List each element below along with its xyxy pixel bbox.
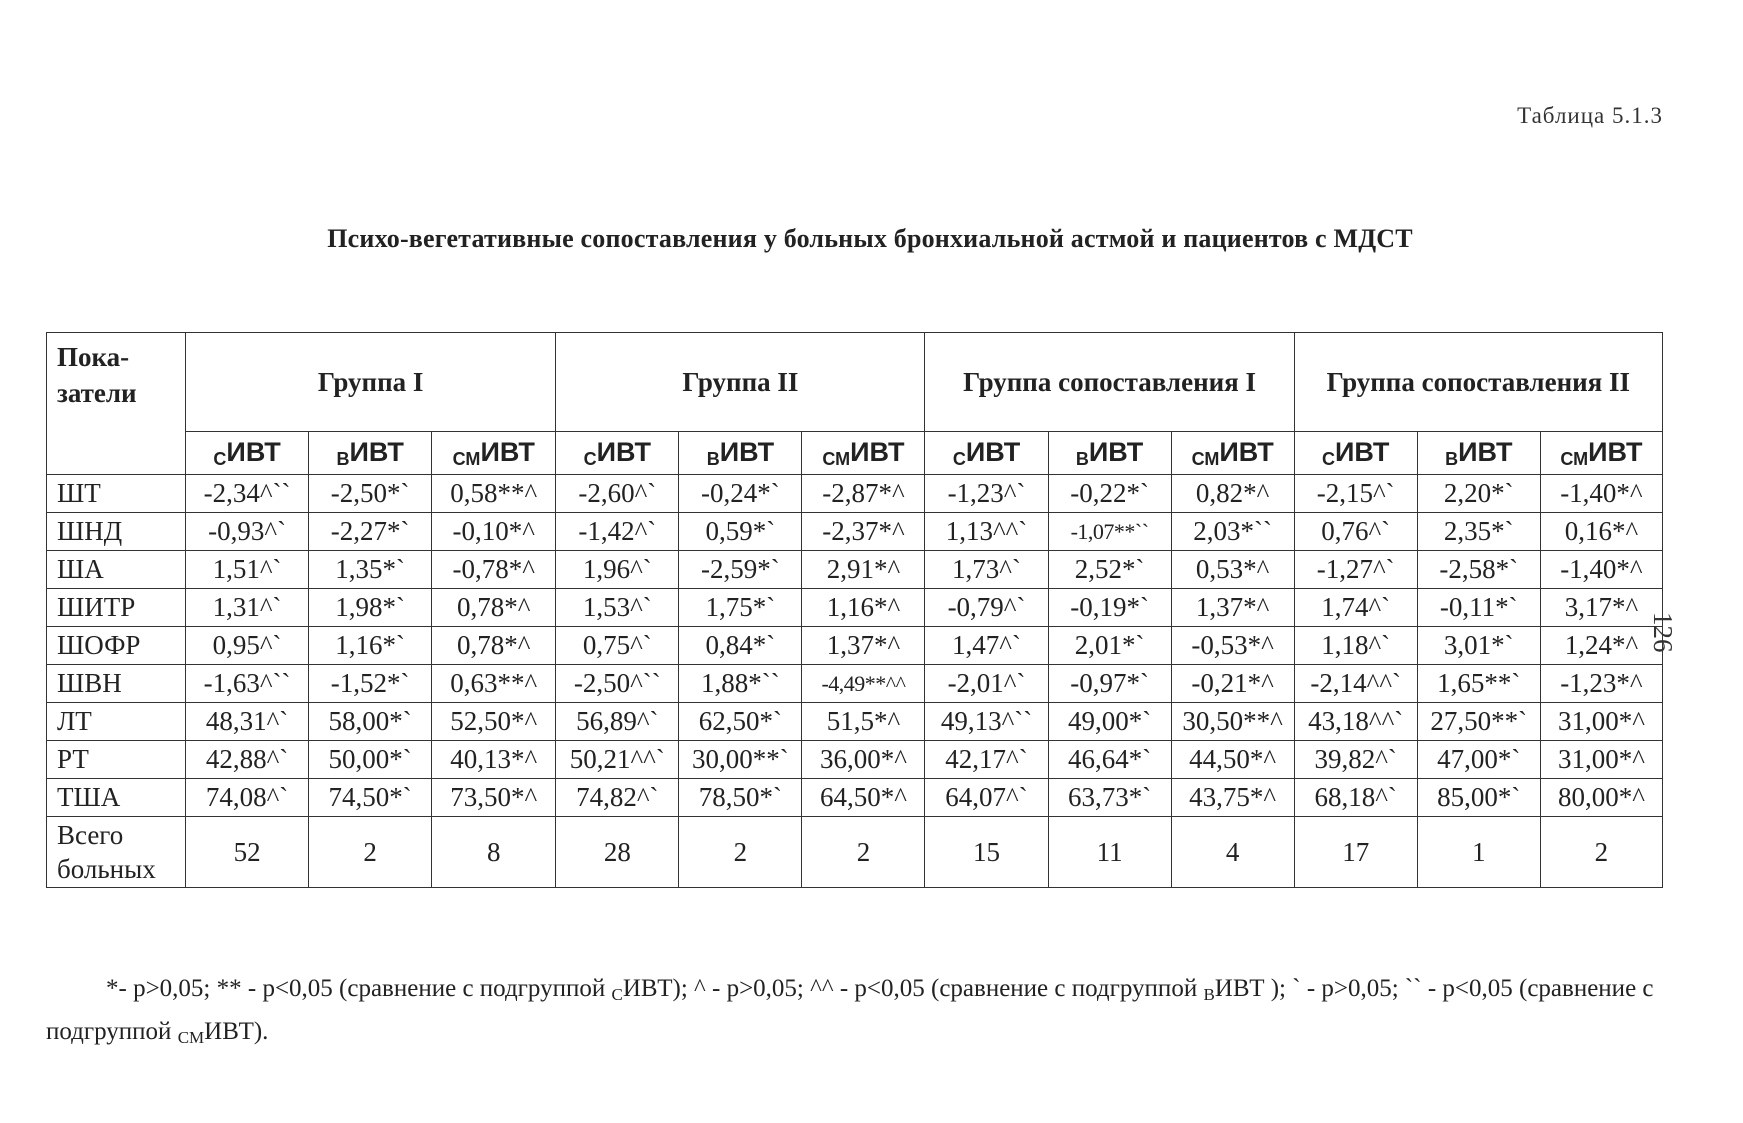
- subgroup-label: ИВТ: [965, 436, 1021, 467]
- table-cell: 1,88*``: [679, 665, 802, 703]
- subgroup-header: [309, 432, 432, 475]
- table-cell: 0,16*^: [1540, 513, 1662, 551]
- table-row: [47, 551, 1663, 589]
- row-label: ШНД: [47, 513, 186, 551]
- row-label: ТША: [47, 779, 186, 817]
- corner-header: Пока- затели: [47, 333, 186, 475]
- table-cell: 28: [556, 817, 679, 888]
- table-cell: 2,91*^: [802, 551, 925, 589]
- table-row: [47, 589, 1663, 627]
- table-cell: -2,15^`: [1294, 475, 1417, 513]
- table-cell: 62,50*`: [679, 703, 802, 741]
- subgroup-header: [1171, 432, 1294, 475]
- table-cell: -2,27*`: [309, 513, 432, 551]
- table-cell: 0,95^`: [186, 627, 309, 665]
- subgroup-label: ИВТ: [1458, 436, 1513, 467]
- subgroup-label: ИВТ: [349, 436, 404, 467]
- table-cell: 2,35*`: [1417, 513, 1540, 551]
- table-cell: -2,14^^`: [1294, 665, 1417, 703]
- table-cell: 2: [309, 817, 432, 888]
- table-cell: 1,98*`: [309, 589, 432, 627]
- data-table: [46, 332, 1663, 888]
- table-cell: 49,00*`: [1048, 703, 1171, 741]
- table-row: [47, 475, 1663, 513]
- table-cell: 4: [1171, 817, 1294, 888]
- table-cell: 52: [186, 817, 309, 888]
- group-header: Группа сопоставления I: [925, 333, 1294, 432]
- table-row: [47, 703, 1663, 741]
- footnote-text: *- p>0,05; ** - p<0,05 (сравнение с подгруппой: [106, 975, 612, 1002]
- table-cell: 50,21^^`: [556, 741, 679, 779]
- subgroup-prefix: В: [706, 448, 720, 469]
- subgroup-header: [432, 432, 556, 475]
- table-cell: -1,52*`: [309, 665, 432, 703]
- table-cell: 47,00*`: [1417, 741, 1540, 779]
- table-cell: 0,75^`: [556, 627, 679, 665]
- table-cell: 0,76^`: [1294, 513, 1417, 551]
- table-cell: 49,13^``: [925, 703, 1048, 741]
- table-cell: 50,00*`: [309, 741, 432, 779]
- table-cell: 2,20*`: [1417, 475, 1540, 513]
- table-cell: 3,01*`: [1417, 627, 1540, 665]
- table-cell: 1,75*`: [679, 589, 802, 627]
- subgroup-label: ИВТ: [1088, 436, 1144, 467]
- table-cell: 15: [925, 817, 1048, 888]
- table-cell: -2,34^``: [186, 475, 309, 513]
- subgroup-prefix: СМ: [1560, 448, 1589, 469]
- table-cell: -0,24*`: [679, 475, 802, 513]
- table-cell: 2: [1540, 817, 1662, 888]
- table-title: Психо-вегетативные сопоставления у больных бронхиальной астмой и пациентов с МДСТ: [327, 224, 1413, 253]
- table-cell: 42,17^`: [925, 741, 1048, 779]
- subgroup-prefix: СМ: [822, 448, 851, 469]
- table-cell: 48,31^`: [186, 703, 309, 741]
- table-cell: -0,78*^: [432, 551, 556, 589]
- table-cell: 1,37*^: [802, 627, 925, 665]
- table-cell: 74,08^`: [186, 779, 309, 817]
- table-cell: 1,65**`: [1417, 665, 1540, 703]
- table-cell: -2,50*`: [309, 475, 432, 513]
- group-header: Группа сопоставления II: [1294, 333, 1662, 432]
- table-cell: 0,63**^: [432, 665, 556, 703]
- subgroup-label: ИВТ: [719, 436, 775, 467]
- table-cell: 31,00*^: [1540, 741, 1662, 779]
- table-cell: -0,11*`: [1417, 589, 1540, 627]
- table-cell: -0,21*^: [1171, 665, 1294, 703]
- table-cell: 42,88^`: [186, 741, 309, 779]
- table-cell: -1,07**``: [1048, 513, 1171, 551]
- row-label: ШТ: [47, 475, 186, 513]
- table-cell: -2,59*`: [679, 551, 802, 589]
- subgroup-label: ИВТ: [1588, 436, 1643, 467]
- footnote: [46, 970, 1663, 1056]
- table-cell: 30,00**`: [679, 741, 802, 779]
- subgroup-prefix: С: [213, 448, 227, 469]
- row-label: ША: [47, 551, 186, 589]
- table-cell: 1,53^`: [556, 589, 679, 627]
- table-cell: -2,37*^: [802, 513, 925, 551]
- table-cell: 43,18^^`: [1294, 703, 1417, 741]
- table-cell: -1,27^`: [1294, 551, 1417, 589]
- table-cell: 0,82*^: [1171, 475, 1294, 513]
- table-cell: -0,22*`: [1048, 475, 1171, 513]
- table-cell: 1,51^`: [186, 551, 309, 589]
- table-row: [47, 513, 1663, 551]
- table-cell: 44,50*^: [1171, 741, 1294, 779]
- table-cell: 1,74^`: [1294, 589, 1417, 627]
- table-cell: 80,00*^: [1540, 779, 1662, 817]
- subgroup-header: [1048, 432, 1171, 475]
- table-cell: 40,13*^: [432, 741, 556, 779]
- table-cell: 1,24*^: [1540, 627, 1662, 665]
- subgroup-prefix: С: [952, 448, 966, 469]
- table-cell: 0,58**^: [432, 475, 556, 513]
- table-row: [47, 665, 1663, 703]
- table-cell: 1: [1417, 817, 1540, 888]
- table-cell: -1,40*^: [1540, 551, 1662, 589]
- subgroup-label: ИВТ: [226, 436, 281, 467]
- subgroup-header: [1294, 432, 1417, 475]
- table-cell: 73,50*^: [432, 779, 556, 817]
- subgroup-header: [1540, 432, 1662, 475]
- table-cell: 1,35*`: [309, 551, 432, 589]
- table-cell: 2,01*`: [1048, 627, 1171, 665]
- table-cell: 64,07^`: [925, 779, 1048, 817]
- footnote-text: ИВТ); ^ - p>0,05; ^^ - p<0,05 (сравнение с подгруппой: [622, 975, 1204, 1002]
- table-cell: 78,50*`: [679, 779, 802, 817]
- table-cell: -0,79^`: [925, 589, 1048, 627]
- table-cell: 2: [679, 817, 802, 888]
- table-cell: 1,13^^`: [925, 513, 1048, 551]
- table-cell: 43,75*^: [1171, 779, 1294, 817]
- subgroup-prefix: В: [336, 448, 350, 469]
- table-cell: 63,73*`: [1048, 779, 1171, 817]
- table-cell: -0,10*^: [432, 513, 556, 551]
- table-cell: -2,60^`: [556, 475, 679, 513]
- table-number: Таблица 5.1.3: [1517, 103, 1663, 128]
- footnote-text: ИВТ).: [204, 1018, 269, 1045]
- table-cell: 1,47^`: [925, 627, 1048, 665]
- group-header-row: [47, 333, 1663, 432]
- table-cell: 2,03*``: [1171, 513, 1294, 551]
- subgroup-label: ИВТ: [850, 436, 905, 467]
- footnote-subscript: С: [611, 985, 623, 1004]
- table-cell: 51,5*^: [802, 703, 925, 741]
- subgroup-header: [802, 432, 925, 475]
- table-cell: 3,17*^: [1540, 589, 1662, 627]
- subgroup-header: [1417, 432, 1540, 475]
- table-cell: 17: [1294, 817, 1417, 888]
- subgroup-prefix: В: [1445, 448, 1459, 469]
- row-label: ШВН: [47, 665, 186, 703]
- table-cell: -1,63^``: [186, 665, 309, 703]
- table-cell: -1,23^`: [925, 475, 1048, 513]
- table-cell: 31,00*^: [1540, 703, 1662, 741]
- table-cell: 1,16*^: [802, 589, 925, 627]
- table-cell: -0,19*`: [1048, 589, 1171, 627]
- table-cell: 64,50*^: [802, 779, 925, 817]
- table-cell: -0,93^`: [186, 513, 309, 551]
- subgroup-label: ИВТ: [1335, 436, 1390, 467]
- table-cell: 27,50**`: [1417, 703, 1540, 741]
- subgroup-prefix: СМ: [1191, 448, 1220, 469]
- table-cell: 2: [802, 817, 925, 888]
- table-cell: 52,50*^: [432, 703, 556, 741]
- table-cell: -4,49**^^: [802, 665, 925, 703]
- subgroup-header: [186, 432, 309, 475]
- table-cell: 58,00*`: [309, 703, 432, 741]
- table-cell: 1,73^`: [925, 551, 1048, 589]
- table-cell: -0,53*^: [1171, 627, 1294, 665]
- row-label: РТ: [47, 741, 186, 779]
- subgroup-prefix: С: [583, 448, 597, 469]
- table-cell: 0,53*^: [1171, 551, 1294, 589]
- table-cell: -1,42^`: [556, 513, 679, 551]
- table-cell: -2,50^``: [556, 665, 679, 703]
- subgroup-label: ИВТ: [1219, 436, 1274, 467]
- row-label: ШИТР: [47, 589, 186, 627]
- table-cell: -1,40*^: [1540, 475, 1662, 513]
- table-row: [47, 779, 1663, 817]
- footnote-text: ИВТ ); ` - p>0,05; `` - p<0,05 (сравнение с подгруппой: [46, 975, 1654, 1045]
- table-cell: 1,16*`: [309, 627, 432, 665]
- table-cell: 0,59*`: [679, 513, 802, 551]
- table-row: [47, 817, 1663, 888]
- subgroup-prefix: СМ: [452, 448, 481, 469]
- row-label: Всего больных: [47, 817, 186, 888]
- row-label: ШОФР: [47, 627, 186, 665]
- table-cell: 0,78*^: [432, 627, 556, 665]
- table-row: [47, 741, 1663, 779]
- subgroup-label: ИВТ: [596, 436, 651, 467]
- table-body: [47, 475, 1663, 888]
- table-cell: -2,58*`: [1417, 551, 1540, 589]
- table-cell: 11: [1048, 817, 1171, 888]
- table-cell: 85,00*`: [1417, 779, 1540, 817]
- table-cell: 30,50**^: [1171, 703, 1294, 741]
- table-cell: -2,01^`: [925, 665, 1048, 703]
- table-cell: -1,23*^: [1540, 665, 1662, 703]
- table-cell: 39,82^`: [1294, 741, 1417, 779]
- table-cell: 46,64*`: [1048, 741, 1171, 779]
- subgroup-label: ИВТ: [480, 436, 535, 467]
- table-cell: 74,50*`: [309, 779, 432, 817]
- row-label: ЛТ: [47, 703, 186, 741]
- subgroup-header: [679, 432, 802, 475]
- table-cell: 0,84*`: [679, 627, 802, 665]
- subgroup-header-row: [47, 432, 1663, 475]
- footnote-subscript: СМ: [177, 1028, 205, 1047]
- group-header: Группа I: [186, 333, 556, 432]
- subgroup-header: [556, 432, 679, 475]
- subgroup-header: [925, 432, 1048, 475]
- table-cell: -0,97*`: [1048, 665, 1171, 703]
- table-cell: 68,18^`: [1294, 779, 1417, 817]
- table-cell: 1,31^`: [186, 589, 309, 627]
- table-cell: 0,78*^: [432, 589, 556, 627]
- table-cell: 36,00*^: [802, 741, 925, 779]
- footnote-subscript: В: [1203, 985, 1215, 1004]
- table-cell: 8: [432, 817, 556, 888]
- group-header: Группа II: [556, 333, 925, 432]
- table-cell: 2,52*`: [1048, 551, 1171, 589]
- table-cell: 1,96^`: [556, 551, 679, 589]
- table-cell: 1,37*^: [1171, 589, 1294, 627]
- table-cell: 74,82^`: [556, 779, 679, 817]
- table-cell: -2,87*^: [802, 475, 925, 513]
- subgroup-prefix: В: [1075, 448, 1089, 469]
- subgroup-prefix: С: [1322, 448, 1336, 469]
- table-row: [47, 627, 1663, 665]
- table-cell: 1,18^`: [1294, 627, 1417, 665]
- table-cell: 56,89^`: [556, 703, 679, 741]
- page-number: 126: [1648, 612, 1678, 653]
